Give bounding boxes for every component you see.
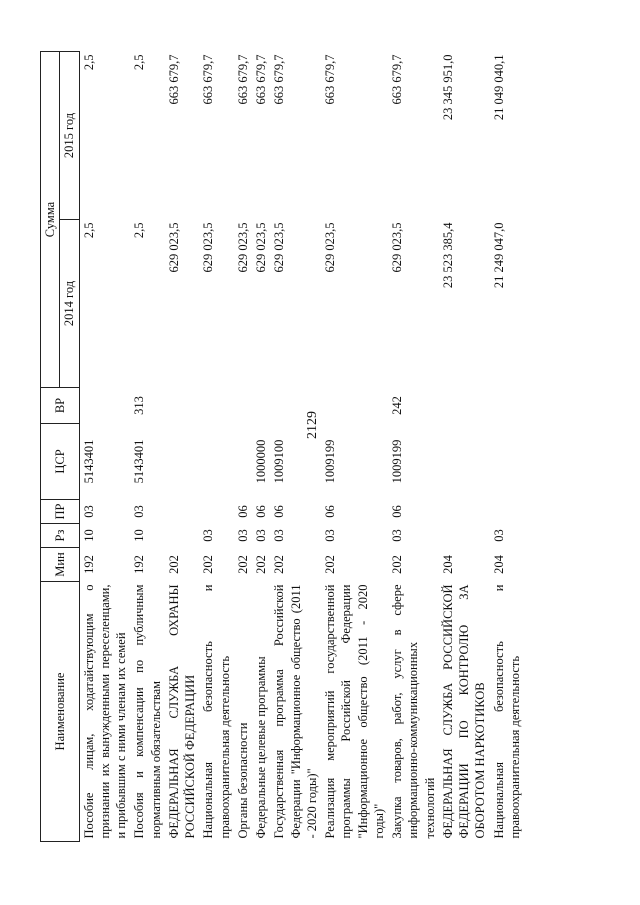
header-name: Наименование bbox=[41, 582, 80, 842]
row-csr: 5143401 bbox=[81, 439, 96, 484]
row-min: 204 bbox=[440, 555, 455, 574]
row-pr: 06 bbox=[390, 505, 404, 518]
row-sum-2014: 21 249 047,0 bbox=[491, 222, 506, 289]
row-csr bbox=[165, 424, 200, 500]
row-min: 202 bbox=[235, 555, 250, 574]
row-name: Пособия и компенсации по публичным нормативным обязательствам bbox=[132, 584, 163, 839]
row-pr bbox=[199, 500, 234, 524]
row-csr bbox=[439, 424, 490, 500]
row-sum-2014: 629 023,5 bbox=[254, 222, 268, 273]
row-pr: 03 bbox=[132, 505, 147, 518]
row-pr bbox=[490, 500, 525, 524]
table-row bbox=[199, 52, 234, 842]
table-header bbox=[41, 52, 80, 842]
table-row bbox=[252, 52, 270, 842]
row-sum-2014: 2,5 bbox=[81, 222, 96, 239]
row-rz: 10 bbox=[132, 529, 147, 542]
row-sum-2014: 23 523 385,4 bbox=[440, 222, 455, 289]
row-rz: 03 bbox=[491, 529, 506, 542]
row-sum-2015: 663 679,7 bbox=[323, 54, 337, 105]
table-body bbox=[79, 52, 524, 842]
row-rz bbox=[165, 524, 200, 548]
header-vr: ВР bbox=[41, 388, 80, 424]
row-vr: 313 bbox=[132, 396, 147, 415]
table-row bbox=[490, 52, 525, 842]
row-vr bbox=[79, 388, 130, 424]
row-min: 202 bbox=[254, 555, 268, 574]
table-row bbox=[270, 52, 321, 842]
row-name: Реализация мероприятий государственной программы Российской Федерации "Информационное общество (2011 - 2020 годы)" bbox=[323, 584, 386, 839]
row-pr: 06 bbox=[235, 505, 250, 518]
header-min: Мин bbox=[41, 548, 80, 582]
row-name: Пособие лицам, ходатайствующим о признании их вынужденными переселенцами, и прибывшим с ними членам их семей bbox=[81, 584, 128, 839]
row-min: 202 bbox=[201, 555, 216, 574]
row-sum-2015: 663 679,7 bbox=[166, 54, 181, 105]
row-csr: 1009199 bbox=[323, 439, 337, 484]
row-name: Федеральные целевые программы bbox=[254, 656, 268, 839]
row-sum-2015: 2,5 bbox=[81, 54, 96, 71]
row-sum-2014: 629 023,5 bbox=[323, 222, 337, 273]
row-vr bbox=[321, 388, 388, 424]
row-pr: 06 bbox=[254, 505, 268, 518]
row-name: ФЕДЕРАЛЬНАЯ СЛУЖБА ОХРАНЫ РОССИЙСКОЙ ФЕДЕРАЦИИ bbox=[166, 584, 197, 839]
row-sum-2015: 23 345 951,0 bbox=[440, 54, 455, 121]
row-rz: 10 bbox=[81, 529, 96, 542]
row-min: 192 bbox=[132, 555, 147, 574]
row-vr bbox=[439, 388, 490, 424]
row-pr: 06 bbox=[323, 505, 337, 518]
row-vr bbox=[199, 388, 234, 424]
row-vr bbox=[252, 388, 270, 424]
header-sum: Сумма bbox=[41, 52, 60, 388]
row-csr: 1000000 bbox=[254, 439, 268, 484]
table-row bbox=[234, 52, 252, 842]
row-sum-2015: 2,5 bbox=[132, 54, 147, 71]
row-vr: 242 bbox=[390, 396, 404, 415]
budget-table bbox=[40, 51, 524, 842]
row-rz: 03 bbox=[235, 529, 250, 542]
header-2014: 2014 год bbox=[60, 220, 79, 388]
row-sum-2014: 629 023,5 bbox=[166, 222, 181, 273]
row-csr bbox=[234, 424, 252, 500]
row-rz: 03 bbox=[390, 529, 404, 542]
row-sum-2015: 663 679,7 bbox=[254, 54, 268, 105]
row-sum-2014: 629 023,5 bbox=[390, 222, 404, 273]
row-sum-2015: 21 049 040,1 bbox=[491, 54, 506, 121]
row-min: 202 bbox=[390, 555, 404, 574]
row-rz: 03 bbox=[323, 529, 337, 542]
table-row bbox=[79, 52, 130, 842]
row-sum-2014: 629 023,5 bbox=[272, 222, 287, 273]
header-2015: 2015 год bbox=[60, 52, 79, 220]
row-vr bbox=[270, 388, 321, 424]
row-vr bbox=[165, 388, 200, 424]
row-vr bbox=[490, 388, 525, 424]
row-min: 202 bbox=[323, 555, 337, 574]
row-sum-2015: 663 679,7 bbox=[272, 54, 287, 105]
row-sum-2014: 2,5 bbox=[132, 222, 147, 239]
table-row bbox=[321, 52, 388, 842]
header-pr: ПР bbox=[41, 500, 80, 524]
row-rz: 03 bbox=[254, 529, 268, 542]
rotated-table-container bbox=[40, 42, 604, 842]
row-sum-2015: 663 679,7 bbox=[201, 54, 216, 105]
row-sum-2014: 629 023,5 bbox=[235, 222, 250, 273]
table-row bbox=[439, 52, 490, 842]
row-name: Национальная безопасность и правоохранительная деятельность bbox=[201, 584, 232, 839]
table-row bbox=[130, 52, 165, 842]
row-pr bbox=[439, 500, 490, 524]
table-row bbox=[388, 52, 439, 842]
row-csr: 5143401 bbox=[132, 439, 147, 484]
row-pr bbox=[165, 500, 200, 524]
row-min: 204 bbox=[491, 555, 506, 574]
row-name: Органы безопасности bbox=[235, 722, 250, 839]
row-pr: 06 bbox=[272, 505, 287, 518]
row-min: 202 bbox=[166, 555, 181, 574]
row-csr: 1009199 bbox=[390, 439, 404, 484]
row-vr bbox=[234, 388, 252, 424]
row-rz: 03 bbox=[201, 529, 216, 542]
row-pr: 03 bbox=[81, 505, 96, 518]
row-csr: 1009100 bbox=[272, 439, 287, 484]
row-min: 202 bbox=[272, 555, 287, 574]
row-name: Национальная безопасность и правоохранительная деятельность bbox=[491, 584, 522, 839]
row-name: ФЕДЕРАЛЬНАЯ СЛУЖБА РОССИЙСКОЙ ФЕДЕРАЦИИ ПО КОНТРОЛЮ ЗА ОБОРОТОМ НАРКОТИКОВ bbox=[440, 584, 488, 839]
row-sum-2015: 663 679,7 bbox=[390, 54, 404, 105]
header-csr: ЦСР bbox=[41, 424, 80, 500]
row-sum-2015: 663 679,7 bbox=[235, 54, 250, 105]
row-csr bbox=[199, 424, 234, 500]
header-rz: Рз bbox=[41, 524, 80, 548]
row-name: Закупка товаров, работ, услуг в сфере информационно-коммуникационных технологий bbox=[390, 584, 437, 839]
row-sum-2014: 629 023,5 bbox=[201, 222, 216, 273]
page-number: 2129 bbox=[305, 411, 320, 439]
row-rz: 03 bbox=[272, 529, 287, 542]
row-rz bbox=[439, 524, 490, 548]
row-csr bbox=[490, 424, 525, 500]
row-name: Государственная программа Российской Федерации "Информационное общество (2011 - 2020 годы)" bbox=[272, 584, 319, 839]
table-row bbox=[165, 52, 200, 842]
row-min: 192 bbox=[81, 555, 96, 574]
